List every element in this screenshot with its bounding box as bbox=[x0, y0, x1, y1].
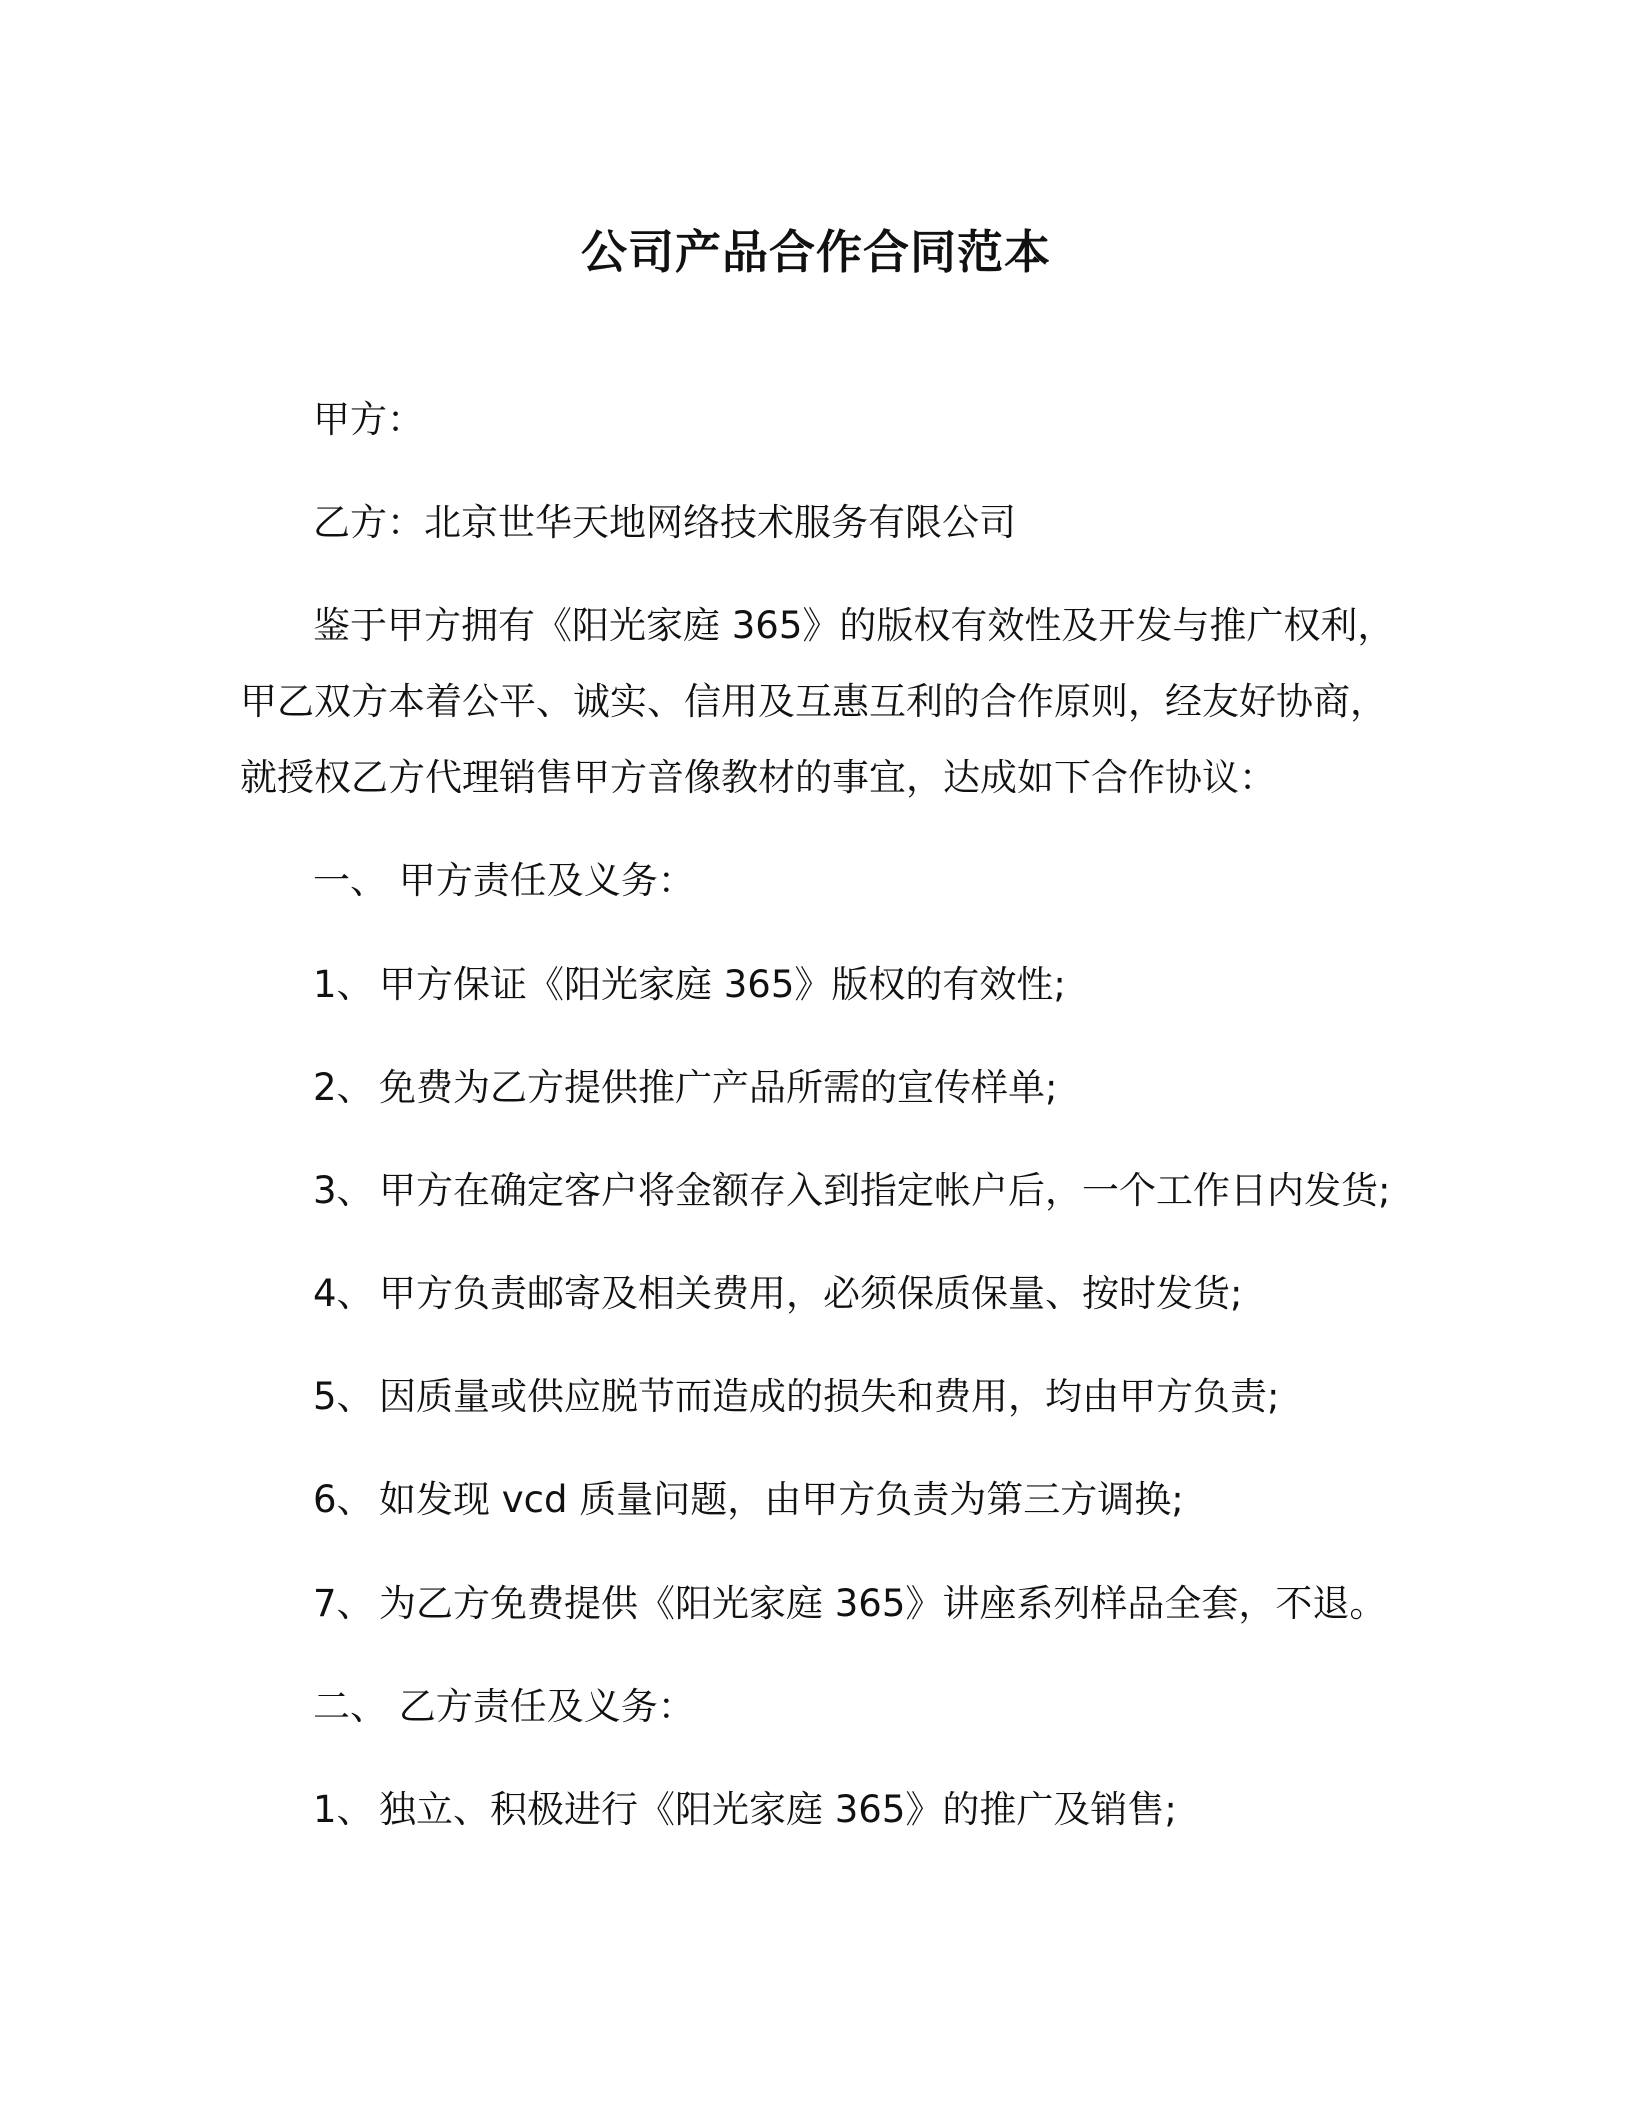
item-text: 甲方在确定客户将金额存入到指定帐户后，一个工作日内发货; bbox=[379, 1169, 1391, 1212]
preamble-line-2: 甲乙双方本着公平、诚实、信用及互惠互利的合作原则，经友好协商， bbox=[240, 680, 1387, 723]
section-2-heading: 二、 乙方责任及义务： bbox=[313, 1685, 695, 1728]
section-1-item bbox=[313, 1166, 1390, 1216]
preamble-line-3: 就授权乙方代理销售甲方音像教材的事宜，达成如下合作协议： bbox=[240, 756, 1276, 799]
section-1-item bbox=[313, 1372, 1279, 1422]
section-1-item bbox=[313, 1579, 1386, 1629]
item-number: 4、 bbox=[313, 1272, 374, 1315]
section-1-item bbox=[313, 1475, 1184, 1525]
section-1-item bbox=[313, 1063, 1057, 1113]
document-title: 公司产品合作合同范本 bbox=[581, 225, 1051, 279]
section-1-item bbox=[313, 960, 1066, 1010]
item-text: 为乙方免费提供《阳光家庭 365》讲座系列样品全套，不退。 bbox=[379, 1582, 1387, 1625]
party-a-line: 甲方： bbox=[313, 398, 424, 441]
item-text: 如发现 vcd 质量问题，由甲方负责为第三方调换; bbox=[379, 1478, 1184, 1521]
item-number: 2、 bbox=[313, 1066, 374, 1109]
section-1-heading: 一、 甲方责任及义务： bbox=[313, 859, 695, 902]
preamble-line-1: 鉴于甲方拥有《阳光家庭 365》的版权有效性及开发与推广权利， bbox=[313, 604, 1395, 647]
item-number: 6、 bbox=[313, 1478, 374, 1521]
party-b-line: 乙方：北京世华天地网络技术服务有限公司 bbox=[313, 501, 1016, 544]
item-number: 5、 bbox=[313, 1375, 374, 1418]
section-2-item bbox=[313, 1785, 1177, 1835]
item-text: 免费为乙方提供推广产品所需的宣传样单; bbox=[379, 1066, 1058, 1109]
section-1-item bbox=[313, 1269, 1242, 1319]
item-number: 3、 bbox=[313, 1169, 374, 1212]
item-text: 甲方负责邮寄及相关费用，必须保质保量、按时发货; bbox=[379, 1272, 1243, 1315]
item-number: 1、 bbox=[313, 963, 374, 1006]
item-number: 1、 bbox=[313, 1788, 374, 1831]
item-text: 甲方保证《阳光家庭 365》版权的有效性; bbox=[379, 963, 1066, 1006]
item-number: 7、 bbox=[313, 1582, 374, 1625]
item-text: 独立、积极进行《阳光家庭 365》的推广及销售; bbox=[379, 1788, 1177, 1831]
item-text: 因质量或供应脱节而造成的损失和费用，均由甲方负责; bbox=[379, 1375, 1280, 1418]
